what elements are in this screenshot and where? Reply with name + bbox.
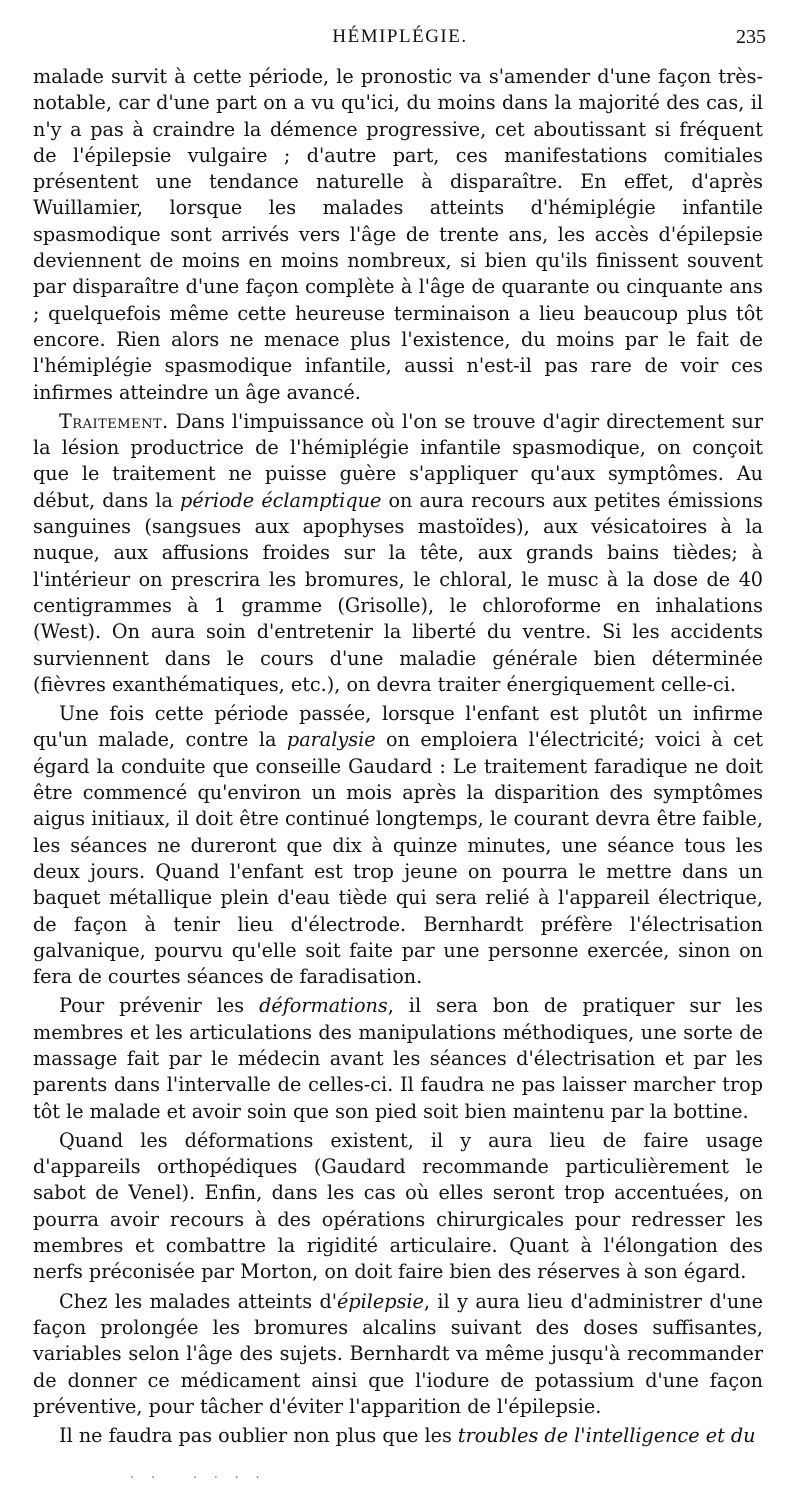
paragraph-paralysie bbox=[33, 701, 763, 990]
page-header bbox=[0, 26, 800, 60]
paragraph-prognosis-continued bbox=[33, 64, 763, 406]
paragraph-text: malade survit à cette période, le pronostic va s'amender d'une façon très-notable, car d'une part on a vu qu'ici, du moins dans la majorité des cas, il n'y a pas à craindre la démence progressive, cet aboutissant si fréquent de l'épilepsie vulgaire ; d'autre part, ces manifestations comitiales présentent une tendance naturelle à disparaître. En effet, d'après Wuillamier, lorsque les malades atteints d'hémiplégie infantile spasmodique sont arrivés vers l'âge de trente ans, les accès d'épilepsie deviennent de moins en moins nombreux, si bien qu'ils finissent souvent par disparaître d'une façon complète à l'âge de quarante ou cinquante ans ; quelquefois même cette heureuse terminaison a lieu beaucoup plus tôt encore. Rien alors ne menace plus l'existence, du moins par le fait de l'hémiplégie spasmodique infantile, aussi n'est-il pas rare de voir ces infirmes atteindre un âge avancé. bbox=[33, 65, 763, 404]
emphasis-text: épilepsie bbox=[337, 1289, 424, 1313]
paragraph-text: on emploiera l'électricité; voici à cet égard la conduite que conseille Gaudard : Le traitement faradique ne doit être commencé qu'environ un mois après la disparition des symptômes aigus initiaux, il doit être continué longtemps, le courant devra être faible, les séances ne dureront que dix à quinze minutes, une séance tous les deux jours. Quand l'enfant est trop jeune on pourra le mettre dans un baquet métallique plein d'eau tiède qui sera relié à l'appareil électrique, de façon à tenir lieu d'électrode. Bernhardt préfère l'électrisation galvanique, pourvu qu'elle soit faite par une personne exercée, sinon on fera de courtes séances de faradisation. bbox=[33, 728, 763, 989]
paragraph-traitement bbox=[33, 409, 763, 698]
emphasis-text: troubles de l'intelligence et du bbox=[457, 1424, 756, 1448]
section-label: Traitement. bbox=[59, 409, 169, 433]
paragraph-orthopedie bbox=[33, 1128, 763, 1286]
scan-speckle: · · · · · · bbox=[130, 1470, 266, 1486]
paragraph-text: , il y aura lieu d'administrer d'une façon prolongée les bromures alcalins suivant des doses suffisantes, variables selon l'âge des sujets. Bernhardt va même jusqu'à recommander de donner ce médicament ainsi que l'iodure de potassium d'une façon préventive, pour tâcher d'éviter l'apparition de l'épilepsie. bbox=[33, 1289, 763, 1418]
paragraph-text: on aura recours aux petites émissions sanguines (sangsues aux apophyses mastoïdes), aux vésicatoires à la nuque, aux affusions froides sur la tête, aux grands bains tièdes; à l'intérieur on prescrira les bromures, le chloral, le musc à la dose de 40 centigrammes à 1 gramme (Grisolle), le chloroforme en inhalations (West). On aura soin d'entretenir la liberté du ventre. Si les accidents surviennent dans le cours d'une maladie générale bien déterminée (fièvres exanthématiques, etc.), on devra traiter énergiquement celle-ci. bbox=[33, 488, 763, 696]
emphasis-text: paralysie bbox=[286, 728, 376, 752]
paragraph-text: Une fois cette période passée, lorsque l'enfant est plutôt un infirme qu'un malade, contre la bbox=[33, 702, 763, 752]
emphasis-text: déformations bbox=[259, 994, 388, 1018]
paragraph-deformations bbox=[33, 993, 763, 1124]
paragraph-text: Pour prévenir les bbox=[59, 994, 260, 1018]
paragraph-text: Dans l'impuissance où l'on se trouve d'agir directement sur la lésion productrice de l'hémiplégie infantile spasmodique, on conçoit que le traitement ne puisse guère s'appliquer qu'aux symptômes. Au début, dans la bbox=[33, 409, 763, 512]
paragraph-text: Chez les malades atteints d' bbox=[59, 1289, 338, 1313]
paragraph-text: Il ne faudra pas oublier non plus que les bbox=[59, 1424, 458, 1448]
emphasis-text: période éclamptique bbox=[180, 488, 382, 512]
page-number: 235 bbox=[736, 26, 766, 48]
paragraph-intelligence bbox=[33, 1423, 763, 1449]
running-title: HÉMIPLÉGIE. bbox=[332, 26, 468, 47]
paragraph-epilepsie bbox=[33, 1289, 763, 1420]
body-text bbox=[33, 64, 763, 1449]
paragraph-text: , il sera bon de pratiquer sur les membres et les articulations des manipulations méthodiques, une sorte de massage fait par le médecin avant les séances d'électrisation et par les parents dans l'intervalle de celles-ci. Il faudra ne pas laisser marcher trop tôt le malade et avoir soin que son pied soit bien maintenu par la bottine. bbox=[33, 994, 763, 1123]
paragraph-text: Quand les déformations existent, il y aura lieu de faire usage d'appareils orthopédiques (Gaudard recommande particulièrement le sabot de Venel). Enfin, dans les cas où elles seront trop accentuées, on pourra avoir recours à des opérations chirurgicales pour redresser les membres et combattre la rigidité articulaire. Quant à l'élongation des nerfs préconisée par Morton, on doit faire bien des réserves à son égard. bbox=[33, 1128, 763, 1284]
